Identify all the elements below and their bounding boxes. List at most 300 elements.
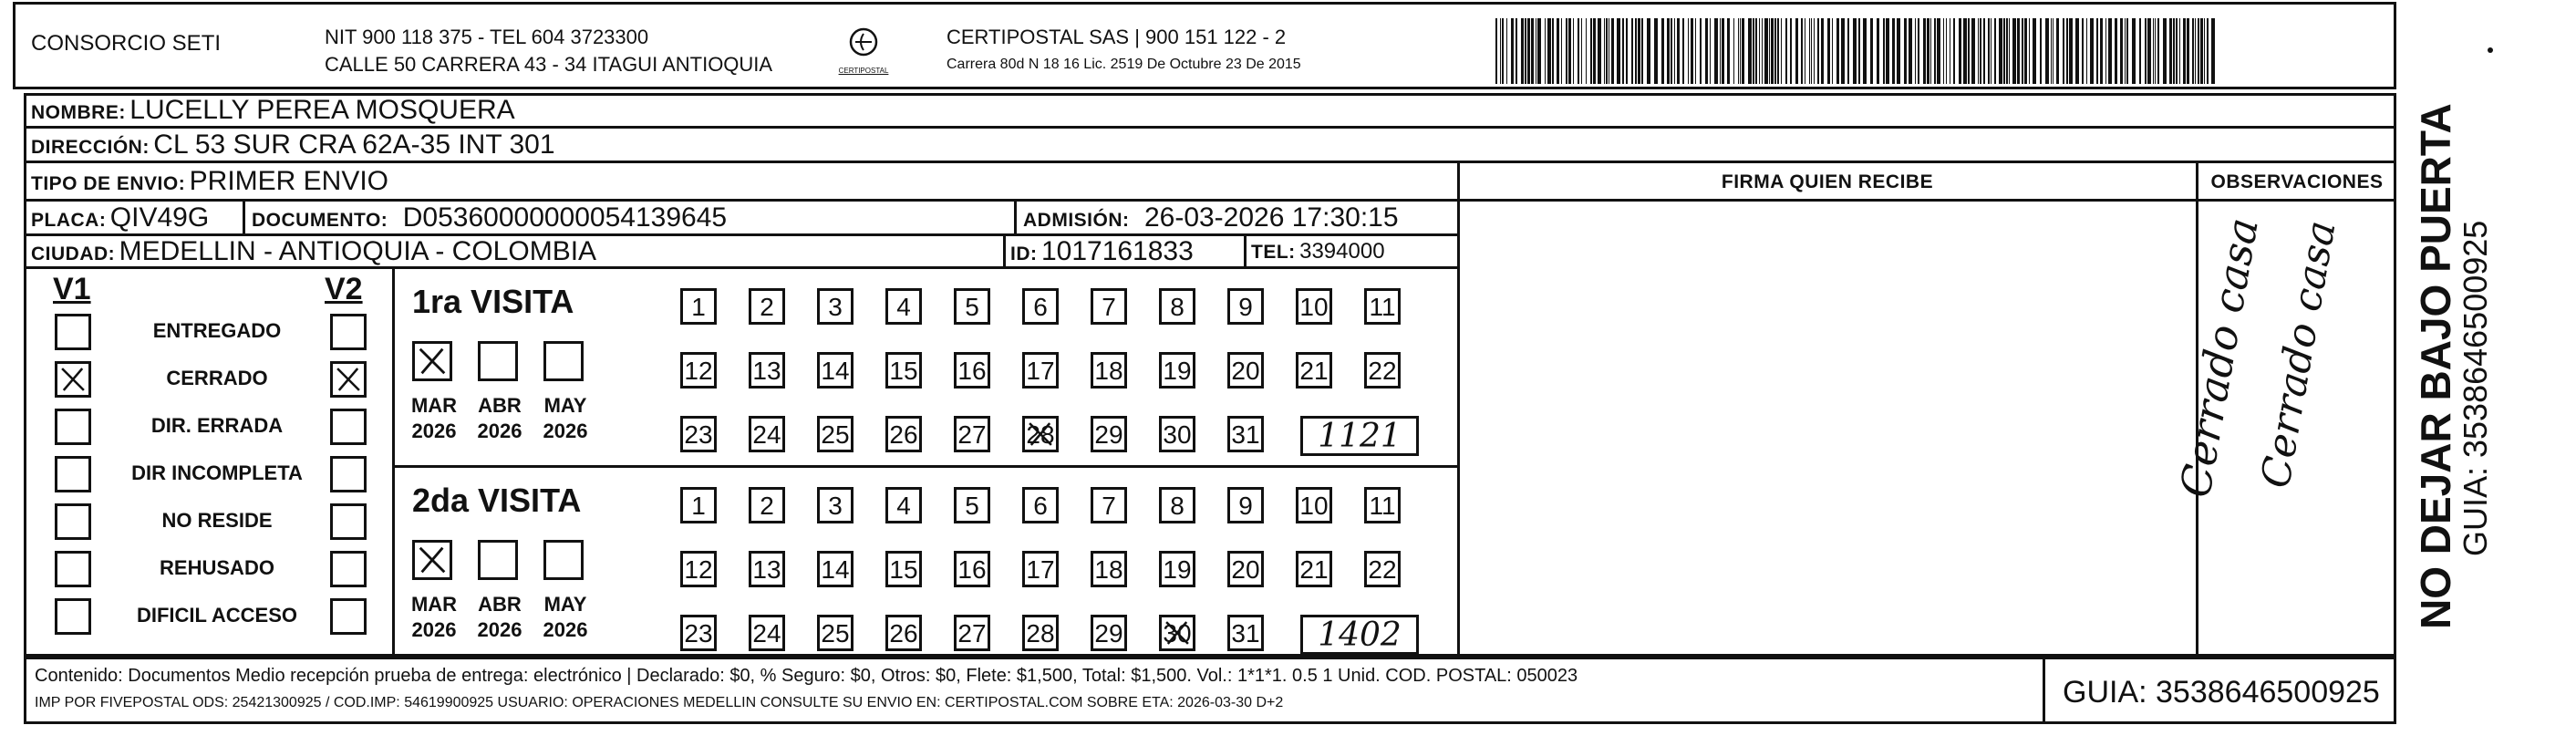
- barcode-bar: [1930, 18, 1931, 84]
- admision-label: ADMISIÓN:: [1023, 210, 1130, 231]
- barcode-bar: [1832, 18, 1833, 84]
- barcode-bar: [1617, 18, 1620, 84]
- day-box[interactable]: 28: [1022, 416, 1059, 452]
- barcode-bar: [1667, 18, 1670, 84]
- barcode-bar: [1877, 18, 1879, 84]
- day-box[interactable]: 19: [1159, 352, 1195, 389]
- day-box[interactable]: 13: [749, 352, 785, 389]
- day-box[interactable]: 17: [1022, 352, 1059, 389]
- month-label: MAR: [410, 593, 458, 616]
- day-box[interactable]: 20: [1227, 551, 1264, 587]
- barcode-bar: [1516, 18, 1517, 84]
- day-box[interactable]: 31: [1227, 615, 1264, 651]
- barcode-bar: [2125, 18, 2126, 84]
- barcode-bar: [1983, 18, 1985, 84]
- observaciones-handwriting-1: Cerrado casa: [2170, 213, 2268, 502]
- barcode-bar: [1777, 18, 1779, 84]
- barcode-bar: [1598, 18, 1601, 84]
- barcode-bar: [1622, 18, 1624, 84]
- day-box[interactable]: 19: [1159, 551, 1195, 587]
- barcode-bar: [1502, 18, 1504, 84]
- col-line: [1457, 161, 1460, 658]
- day-box[interactable]: 16: [954, 352, 990, 389]
- x-mark-icon: [1025, 419, 1056, 450]
- col-line: [1014, 199, 1017, 235]
- barcode-bar: [1557, 18, 1559, 84]
- barcode-bar: [1934, 18, 1936, 84]
- barcode-bar: [1814, 18, 1815, 84]
- col-line: [1003, 233, 1006, 268]
- v1-checkbox[interactable]: [55, 314, 91, 350]
- day-box[interactable]: 29: [1091, 615, 1127, 651]
- month-label: MAY: [543, 593, 587, 616]
- admision-value: 26-03-2026 17:30:15: [1143, 202, 1399, 233]
- v2-checkbox[interactable]: [330, 503, 367, 540]
- barcode-bar: [1769, 18, 1770, 84]
- v2-checkbox[interactable]: [330, 598, 367, 635]
- side-guia: GUIA: 3538646500925: [2457, 220, 2494, 556]
- barcode-bar: [1527, 18, 1530, 84]
- day-box[interactable]: 12: [680, 551, 717, 587]
- barcode-bar: [2207, 18, 2209, 84]
- v1-checkbox[interactable]: [55, 456, 91, 492]
- ciudad-label: CIUDAD:: [31, 243, 116, 264]
- day-box[interactable]: 18: [1091, 551, 1127, 587]
- barcode-bar: [1959, 18, 1961, 84]
- documento-label: DOCUMENTO:: [252, 210, 388, 231]
- stray-mark: [2488, 47, 2493, 53]
- no-dejar-warning: NO DEJAR BAJO PUERTA: [2412, 103, 2459, 629]
- barcode-bar: [1710, 18, 1711, 84]
- v2-checkbox[interactable]: [330, 314, 367, 350]
- barcode-bar: [1568, 18, 1571, 84]
- barcode-bar: [2176, 18, 2178, 84]
- day-box[interactable]: 27: [954, 416, 990, 452]
- nombre-row: [31, 95, 515, 126]
- barcode-bar: [1847, 18, 1849, 84]
- barcode-bar: [1892, 18, 1895, 84]
- barcode-bar: [1764, 18, 1768, 84]
- day-box[interactable]: 26: [885, 416, 922, 452]
- day-box[interactable]: 24: [749, 416, 785, 452]
- day-box[interactable]: 29: [1091, 416, 1127, 452]
- barcode-bar: [2045, 18, 2049, 84]
- day-box[interactable]: 2: [749, 487, 785, 523]
- barcode-bar: [1762, 18, 1763, 84]
- barcode-bar: [1980, 18, 1981, 84]
- ciudad-row: [31, 236, 596, 267]
- barcode-bar: [1521, 18, 1524, 84]
- v2-checkbox[interactable]: [330, 409, 367, 445]
- direccion-value: CL 53 SUR CRA 62A-35 INT 301: [153, 130, 555, 160]
- barcode-bar: [1771, 18, 1774, 84]
- day-box[interactable]: 30: [1159, 615, 1195, 651]
- day-box[interactable]: 15: [885, 352, 922, 389]
- barcode-bar: [1631, 18, 1633, 84]
- month-label: MAY: [543, 394, 587, 417]
- barcode-bar: [1886, 18, 1889, 84]
- day-box[interactable]: 31: [1227, 416, 1264, 452]
- v2-label: V2: [325, 272, 363, 306]
- barcode-bar: [2100, 18, 2103, 84]
- x-mark-icon: [415, 344, 450, 378]
- day-box[interactable]: 11: [1364, 288, 1401, 325]
- barcode-bar: [2022, 18, 2023, 84]
- barcode-bar: [1963, 18, 1967, 84]
- day-box[interactable]: 14: [817, 551, 853, 587]
- day-box[interactable]: 12: [680, 352, 717, 389]
- month-checkbox[interactable]: [478, 540, 518, 580]
- year-label: 2026: [411, 618, 457, 641]
- barcode-bar: [1883, 18, 1885, 84]
- col-line: [243, 199, 245, 235]
- barcode-bar: [2017, 18, 2020, 84]
- day-box[interactable]: 24: [749, 615, 785, 651]
- barcode-bar: [1733, 18, 1734, 84]
- address-line: CALLE 50 CARRERA 43 - 34 ITAGUI ANTIOQUIA: [325, 53, 773, 76]
- day-box[interactable]: 5: [954, 288, 990, 325]
- barcode-bar: [1827, 18, 1830, 84]
- day-box[interactable]: 4: [885, 487, 922, 523]
- barcode-bar: [1647, 18, 1650, 84]
- year-label: 2026: [477, 618, 522, 641]
- barcode-bar: [1809, 18, 1810, 84]
- barcode-bar: [2211, 18, 2215, 84]
- barcode-bar: [1691, 18, 1693, 84]
- barcode-bar: [1742, 18, 1744, 84]
- month-label: ABR: [478, 593, 522, 616]
- day-box[interactable]: 1: [680, 487, 717, 523]
- observaciones-label: OBSERVACIONES: [2210, 171, 2384, 192]
- row-line: [24, 126, 2396, 129]
- barcode-bar: [1495, 18, 1497, 84]
- barcode-bar: [2053, 18, 2054, 84]
- day-box[interactable]: 21: [1296, 352, 1332, 389]
- barcode-bar: [2145, 18, 2147, 84]
- barcode-bar: [2139, 18, 2141, 84]
- day-box[interactable]: 13: [749, 551, 785, 587]
- documento-value: D05360000000054139645: [402, 202, 728, 233]
- day-box[interactable]: 1: [680, 288, 717, 325]
- day-box[interactable]: 7: [1091, 487, 1127, 523]
- barcode-bar: [1785, 18, 1787, 84]
- barcode-bar: [1953, 18, 1955, 84]
- v1-checkbox[interactable]: [55, 551, 91, 587]
- day-box[interactable]: 3: [817, 487, 853, 523]
- barcode-bar: [1821, 18, 1824, 84]
- documento-row: [252, 202, 727, 233]
- day-box[interactable]: 8: [1159, 288, 1195, 325]
- day-box[interactable]: 7: [1091, 288, 1127, 325]
- barcode-bar: [1593, 18, 1596, 84]
- day-box[interactable]: 23: [680, 416, 717, 452]
- admision-row: [1023, 202, 1399, 233]
- tel-label: TEL:: [1251, 242, 1296, 263]
- barcode: [1495, 18, 2225, 84]
- barcode-bar: [1525, 18, 1526, 84]
- month-checkbox[interactable]: [478, 341, 518, 381]
- barcode-bar: [1561, 18, 1562, 84]
- v1-checkbox[interactable]: [55, 409, 91, 445]
- barcode-bar: [2040, 18, 2042, 84]
- barcode-bar: [2200, 18, 2203, 84]
- barcode-bar: [1863, 18, 1867, 84]
- barcode-bar: [1915, 18, 1916, 84]
- v2-checkbox[interactable]: [330, 456, 367, 492]
- barcode-bar: [1781, 18, 1782, 84]
- barcode-bar: [1909, 18, 1912, 84]
- contenido-text: Contenido: Documentos Medio recepción prueba de entrega: electrónico | Declarado: $0, % Seguro: $0, Otros: $0, Flete: $1,500, Total: $1,500. Vol.: 1*1*1. 0.5 1 Unid. COD. POSTAL: 050023: [35, 666, 1578, 686]
- barcode-bar: [2155, 18, 2156, 84]
- x-mark-icon: [1162, 617, 1193, 648]
- barcode-bar: [1511, 18, 1514, 84]
- col-line: [392, 266, 395, 658]
- barcode-bar: [2051, 18, 2052, 84]
- barcode-bar: [2096, 18, 2098, 84]
- month-label: MAR: [410, 394, 458, 417]
- barcode-bar: [1999, 18, 2002, 84]
- barcode-bar: [1897, 18, 1900, 84]
- barcode-bar: [1635, 18, 1637, 84]
- day-box[interactable]: 26: [885, 615, 922, 651]
- barcode-bar: [2173, 18, 2175, 84]
- barcode-bar: [1590, 18, 1592, 84]
- status-label: DIR. ERRADA: [150, 414, 284, 437]
- day-box[interactable]: 11: [1364, 487, 1401, 523]
- barcode-bar: [1604, 18, 1605, 84]
- day-box[interactable]: 27: [954, 615, 990, 651]
- barcode-bar: [1586, 18, 1587, 84]
- barcode-bar: [1581, 18, 1582, 84]
- barcode-bar: [1759, 18, 1760, 84]
- barcode-bar: [2056, 18, 2059, 84]
- company-name: CONSORCIO SETI: [31, 31, 222, 56]
- v1-checkbox[interactable]: [55, 361, 91, 398]
- day-box[interactable]: 3: [817, 288, 853, 325]
- footer-guia: GUIA: 3538646500925: [2063, 675, 2380, 710]
- tel-value: 3394000: [1299, 239, 1385, 264]
- year-label: 2026: [477, 420, 522, 442]
- month-checkbox[interactable]: [543, 540, 584, 580]
- barcode-bar: [2132, 18, 2136, 84]
- status-label: DIFICIL ACCESO: [136, 604, 297, 627]
- month-label: ABR: [478, 394, 522, 417]
- barcode-bar: [1695, 18, 1696, 84]
- day-box[interactable]: 9: [1227, 487, 1264, 523]
- day-box[interactable]: 4: [885, 288, 922, 325]
- barcode-bar: [1753, 18, 1754, 84]
- certipostal-line: CERTIPOSTAL SAS | 900 151 122 - 2: [947, 26, 1287, 48]
- barcode-bar: [2033, 18, 2036, 84]
- v1-checkbox[interactable]: [55, 598, 91, 635]
- barcode-bar: [1727, 18, 1730, 84]
- day-box[interactable]: 10: [1296, 288, 1332, 325]
- day-box[interactable]: 15: [885, 551, 922, 587]
- day-box[interactable]: 16: [954, 551, 990, 587]
- barcode-bar: [1661, 18, 1664, 84]
- placa-value: QIV49G: [109, 202, 210, 233]
- barcode-bar: [2063, 18, 2064, 84]
- x-mark-icon: [333, 364, 364, 395]
- barcode-bar: [2179, 18, 2180, 84]
- visit-title: 2da VISITA: [412, 482, 582, 519]
- barcode-bar: [1937, 18, 1940, 84]
- tipo-value: PRIMER ENVIO: [189, 166, 389, 196]
- day-box[interactable]: 21: [1296, 551, 1332, 587]
- barcode-bar: [1500, 18, 1501, 84]
- barcode-bar: [2075, 18, 2079, 84]
- barcode-bar: [2086, 18, 2087, 84]
- barcode-bar: [1988, 18, 1990, 84]
- day-box[interactable]: 5: [954, 487, 990, 523]
- barcode-bar: [2090, 18, 2094, 84]
- barcode-bar: [1841, 18, 1845, 84]
- barcode-bar: [2195, 18, 2196, 84]
- barcode-bar: [1740, 18, 1741, 84]
- imp-text: IMP POR FIVEPOSTAL ODS: 25421300925 / COD.IMP: 54619900925 USUARIO: OPERACIONES MEDELLIN CONSULTE SU ENVIO EN: CERTIPOSTAL.COM SOBRE ETA: 2026-03-30 D+2: [35, 695, 1284, 710]
- day-box[interactable]: 28: [1022, 615, 1059, 651]
- barcode-bar: [2105, 18, 2106, 84]
- barcode-bar: [1705, 18, 1708, 84]
- id-value: 1017161833: [1040, 236, 1194, 266]
- barcode-bar: [1674, 18, 1675, 84]
- ciudad-value: MEDELLIN - ANTIOQUIA - COLOMBIA: [119, 236, 597, 266]
- barcode-bar: [1537, 18, 1541, 84]
- day-box[interactable]: 18: [1091, 352, 1127, 389]
- firma-label: FIRMA QUIEN RECIBE: [1721, 171, 1934, 192]
- barcode-bar: [1943, 18, 1944, 84]
- barcode-bar: [2120, 18, 2123, 84]
- barcode-bar: [1641, 18, 1643, 84]
- barcode-bar: [1578, 18, 1579, 84]
- month-checkbox[interactable]: [412, 341, 452, 381]
- barcode-bar: [1738, 18, 1739, 84]
- row-line: [24, 199, 2396, 202]
- status-label: ENTREGADO: [152, 319, 282, 342]
- day-box[interactable]: 6: [1022, 288, 1059, 325]
- day-box[interactable]: 2: [749, 288, 785, 325]
- v2-checkbox[interactable]: [330, 361, 367, 398]
- day-box[interactable]: 10: [1296, 487, 1332, 523]
- barcode-bar: [1611, 18, 1614, 84]
- barcode-bar: [1811, 18, 1812, 84]
- day-box[interactable]: 8: [1159, 487, 1195, 523]
- day-box[interactable]: 6: [1022, 487, 1059, 523]
- barcode-bar: [1638, 18, 1640, 84]
- observaciones-handwriting-2: Cerrado casa: [2252, 217, 2345, 492]
- barcode-bar: [1748, 18, 1752, 84]
- day-box[interactable]: 14: [817, 352, 853, 389]
- barcode-bar: [2183, 18, 2186, 84]
- barcode-bar: [2157, 18, 2159, 84]
- visit-time: 1121: [1300, 416, 1419, 456]
- barcode-bar: [2066, 18, 2068, 84]
- barcode-bar: [1626, 18, 1628, 84]
- x-mark-icon: [57, 364, 88, 395]
- row-line: [392, 465, 1459, 468]
- tipo-label: TIPO DE ENVIO:: [31, 173, 186, 194]
- direccion-label: DIRECCIÓN:: [31, 137, 150, 158]
- barcode-bar: [1547, 18, 1551, 84]
- barcode-bar: [1790, 18, 1792, 84]
- barcode-bar: [2204, 18, 2205, 84]
- barcode-bar: [1722, 18, 1724, 84]
- barcode-bar: [2082, 18, 2084, 84]
- tipo-row: [31, 166, 388, 197]
- nombre-value: LUCELLY PEREA MOSQUERA: [129, 95, 515, 125]
- month-checkbox[interactable]: [412, 540, 452, 580]
- day-box[interactable]: 20: [1227, 352, 1264, 389]
- barcode-bar: [2198, 18, 2199, 84]
- barcode-bar: [1927, 18, 1929, 84]
- barcode-bar: [1506, 18, 1507, 84]
- status-label: REHUSADO: [160, 556, 274, 579]
- id-row: [1010, 236, 1194, 267]
- barcode-bar: [1688, 18, 1689, 84]
- day-box[interactable]: 25: [817, 416, 853, 452]
- id-label: ID:: [1010, 243, 1038, 264]
- day-box[interactable]: 22: [1364, 352, 1401, 389]
- barcode-bar: [2003, 18, 2005, 84]
- year-label: 2026: [411, 420, 457, 442]
- barcode-bar: [2187, 18, 2189, 84]
- year-label: 2026: [543, 420, 588, 442]
- barcode-bar: [2163, 18, 2167, 84]
- status-label: NO RESIDE: [161, 509, 273, 532]
- barcode-bar: [1682, 18, 1684, 84]
- barcode-bar: [1971, 18, 1975, 84]
- barcode-bar: [1755, 18, 1757, 84]
- tel-row: [1251, 239, 1385, 264]
- year-label: 2026: [543, 618, 588, 641]
- barcode-bar: [1552, 18, 1554, 84]
- barcode-bar: [2024, 18, 2027, 84]
- logo-text: CERTIPOSTAL: [838, 67, 889, 75]
- direccion-row: [31, 130, 555, 161]
- day-box[interactable]: 17: [1022, 551, 1059, 587]
- barcode-bar: [1836, 18, 1839, 84]
- barcode-bar: [1853, 18, 1857, 84]
- barcode-bar: [2192, 18, 2194, 84]
- status-label: DIR INCOMPLETA: [131, 461, 303, 484]
- barcode-bar: [1858, 18, 1860, 84]
- v2-checkbox[interactable]: [330, 551, 367, 587]
- barcode-bar: [1978, 18, 1979, 84]
- day-box[interactable]: 23: [680, 615, 717, 651]
- barcode-bar: [2153, 18, 2154, 84]
- barcode-bar: [2115, 18, 2117, 84]
- col-line: [1244, 233, 1247, 268]
- barcode-bar: [2169, 18, 2172, 84]
- day-box[interactable]: 30: [1159, 416, 1195, 452]
- barcode-bar: [1994, 18, 1996, 84]
- barcode-bar: [1817, 18, 1819, 84]
- day-box[interactable]: 9: [1227, 288, 1264, 325]
- barcode-bar: [2029, 18, 2030, 84]
- month-checkbox[interactable]: [543, 341, 584, 381]
- barcode-bar: [1720, 18, 1721, 84]
- barcode-bar: [1968, 18, 1970, 84]
- certipostal-logo: [832, 26, 895, 77]
- visit-title: 1ra VISITA: [412, 283, 574, 320]
- day-box[interactable]: 22: [1364, 551, 1401, 587]
- v1-checkbox[interactable]: [55, 503, 91, 540]
- barcode-bar: [1714, 18, 1718, 84]
- day-box[interactable]: 25: [817, 615, 853, 651]
- barcode-bar: [1606, 18, 1608, 84]
- nombre-label: NOMBRE:: [31, 102, 126, 123]
- row-line: [24, 161, 2396, 163]
